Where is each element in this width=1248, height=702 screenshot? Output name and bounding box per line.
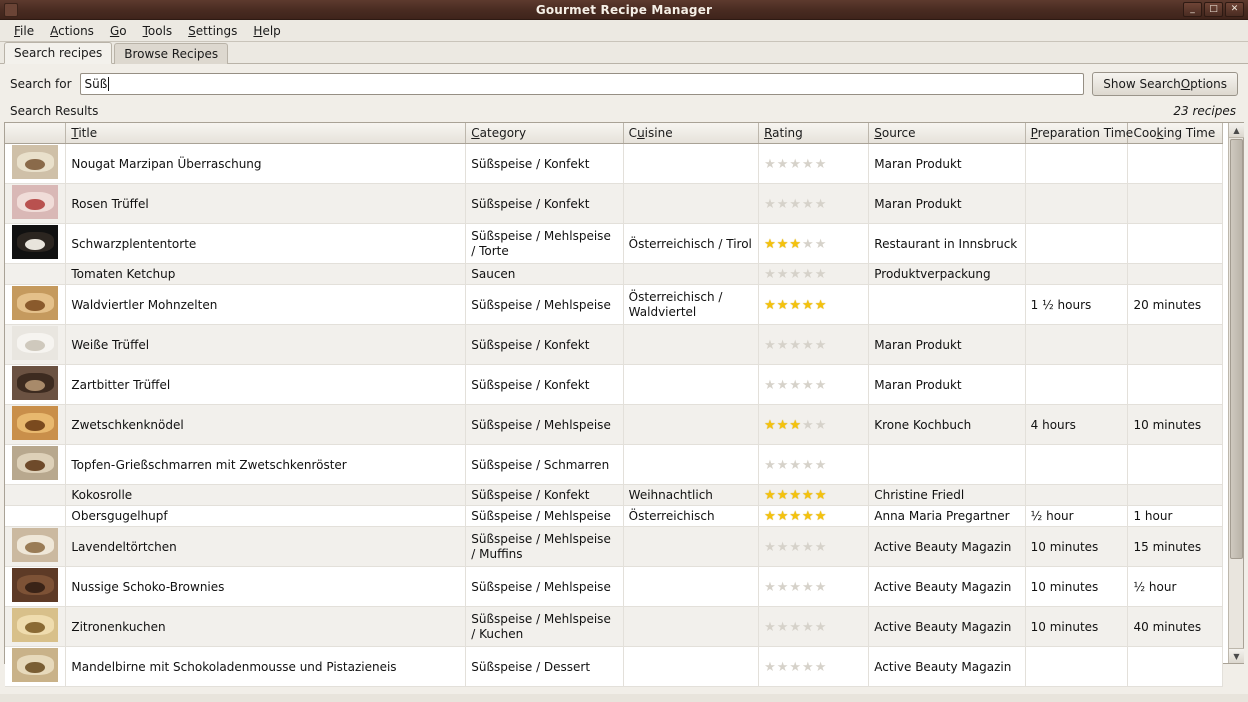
star-icon: ★ <box>764 377 777 393</box>
cell-category: Süßspeise / Konfekt <box>466 325 623 365</box>
cell-title: Schwarzplententorte <box>66 224 466 264</box>
cell-title: Weiße Trüffel <box>66 325 466 365</box>
cell-rating <box>759 264 869 285</box>
star-icon: ★ <box>764 267 777 282</box>
cell-cuisine: Österreichisch / Tirol <box>623 224 758 264</box>
scrollbar-thumb[interactable] <box>1230 139 1243 559</box>
table-row[interactable] <box>5 144 1223 184</box>
table-row[interactable] <box>5 485 1223 506</box>
star-icon: ★ <box>802 457 815 473</box>
recipe-thumbnail <box>12 568 58 602</box>
star-icon: ★ <box>776 337 790 353</box>
cell-title: Lavendeltörtchen <box>66 527 466 567</box>
star-icon: ★ <box>789 579 803 595</box>
star-icon: ★ <box>802 509 815 524</box>
column-header-rating[interactable]: Rating <box>759 123 869 144</box>
recipe-thumbnail-cell <box>5 224 66 264</box>
search-results-label: Search Results <box>10 104 99 118</box>
recipe-thumbnail <box>12 446 58 480</box>
cell-rating <box>759 144 869 184</box>
cell-cuisine <box>623 264 758 285</box>
cell-category: Süßspeise / Mehlspeise <box>466 567 623 607</box>
cell-cooking-time <box>1128 365 1223 405</box>
rating-stars[interactable] <box>764 197 827 212</box>
recipe-thumbnail <box>12 185 58 219</box>
cell-category: Süßspeise / Mehlspeise <box>466 405 623 445</box>
tab-browse-recipes[interactable]: Browse Recipes <box>114 43 228 64</box>
recipe-thumbnail-cell <box>5 365 66 405</box>
star-icon: ★ <box>776 156 790 172</box>
cell-source: Maran Produkt <box>869 144 1025 184</box>
cell-title: Mandelbirne mit Schokoladenmousse und Pistazieneis <box>66 647 466 687</box>
vertical-scrollbar[interactable] <box>1228 123 1243 663</box>
star-icon: ★ <box>802 659 815 675</box>
cell-preparation-time: 10 minutes <box>1025 607 1128 647</box>
star-icon: ★ <box>814 236 828 252</box>
cell-cuisine <box>623 405 758 445</box>
title-bar <box>0 0 1248 20</box>
cell-rating <box>759 567 869 607</box>
star-icon: ★ <box>802 337 815 353</box>
results-header <box>0 102 1248 122</box>
star-icon: ★ <box>789 196 803 212</box>
star-icon: ★ <box>814 488 828 503</box>
cell-cooking-time: 20 minutes <box>1128 285 1223 325</box>
cell-preparation-time <box>1025 264 1128 285</box>
table-row[interactable] <box>5 224 1223 264</box>
cell-source: Active Beauty Magazin <box>869 647 1025 687</box>
cell-rating <box>759 607 869 647</box>
star-icon: ★ <box>802 417 815 433</box>
recipe-thumbnail-cell <box>5 184 66 224</box>
star-icon: ★ <box>802 236 815 252</box>
star-icon: ★ <box>764 337 777 353</box>
star-icon: ★ <box>814 417 828 433</box>
star-icon: ★ <box>814 267 828 282</box>
cell-cooking-time: 15 minutes <box>1128 527 1223 567</box>
star-icon: ★ <box>764 619 777 635</box>
recipe-thumbnail-cell <box>5 647 66 687</box>
recipe-thumbnail <box>12 286 58 320</box>
menu-help[interactable]: Help <box>253 23 281 38</box>
search-label: Search for <box>10 77 72 91</box>
cell-category: Süßspeise / Mehlspeise <box>466 506 623 527</box>
cell-preparation-time <box>1025 184 1128 224</box>
cell-title: Nougat Marzipan Überraschung <box>66 144 466 184</box>
star-icon: ★ <box>814 619 828 635</box>
table-row[interactable] <box>5 285 1223 325</box>
rating-stars[interactable] <box>764 338 827 353</box>
scroll-down-arrow[interactable]: ▼ <box>1229 648 1244 663</box>
recipe-thumbnail-cell <box>5 527 66 567</box>
menu-go[interactable]: Go <box>109 23 127 38</box>
star-icon: ★ <box>802 196 815 212</box>
star-icon: ★ <box>789 267 803 282</box>
cell-preparation-time <box>1025 647 1128 687</box>
cell-title: Kokosrolle <box>66 485 466 506</box>
cell-source: Anna Maria Pregartner <box>869 506 1025 527</box>
star-icon: ★ <box>764 236 777 252</box>
star-icon: ★ <box>776 509 790 524</box>
star-icon: ★ <box>789 619 803 635</box>
recipe-thumbnail <box>12 326 58 360</box>
star-icon: ★ <box>802 297 815 313</box>
star-icon: ★ <box>764 457 777 473</box>
recipe-thumbnail-cell <box>5 485 66 506</box>
cell-source: Active Beauty Magazin <box>869 607 1025 647</box>
star-icon: ★ <box>764 196 777 212</box>
recipe-thumbnail <box>12 608 58 642</box>
star-icon: ★ <box>789 488 803 503</box>
window-controls <box>1183 2 1244 17</box>
star-icon: ★ <box>802 488 815 503</box>
cell-preparation-time: 4 hours <box>1025 405 1128 445</box>
star-icon: ★ <box>814 297 828 313</box>
star-icon: ★ <box>789 659 803 675</box>
cell-category: Süßspeise / Mehlspeise / Torte <box>466 224 623 264</box>
recipe-thumbnail-cell <box>5 285 66 325</box>
rating-stars[interactable] <box>764 237 827 252</box>
maximize-button[interactable]: □ <box>1204 2 1223 17</box>
cell-category: Süßspeise / Konfekt <box>466 144 623 184</box>
cell-cuisine: Weihnachtlich <box>623 485 758 506</box>
table-body <box>5 144 1223 687</box>
star-icon: ★ <box>814 509 828 524</box>
cell-category: Süßspeise / Schmarren <box>466 445 623 485</box>
star-icon: ★ <box>764 417 777 433</box>
column-header-title[interactable]: Title <box>66 123 466 144</box>
cell-preparation-time <box>1025 325 1128 365</box>
column-header-category[interactable]: Category <box>466 123 623 144</box>
star-icon: ★ <box>776 236 790 252</box>
star-icon: ★ <box>776 377 790 393</box>
menu-tools[interactable]: Tools <box>142 23 173 38</box>
cell-cooking-time <box>1128 224 1223 264</box>
cell-cooking-time: ½ hour <box>1128 567 1223 607</box>
cell-category: Süßspeise / Mehlspeise / Muffins <box>466 527 623 567</box>
column-header-source[interactable]: Source <box>869 123 1025 144</box>
cell-category: Süßspeise / Konfekt <box>466 365 623 405</box>
recipe-thumbnail <box>12 528 58 562</box>
cell-source: Maran Produkt <box>869 184 1025 224</box>
table-row[interactable] <box>5 184 1223 224</box>
show-search-options-accel: O <box>1180 77 1191 91</box>
recipe-thumbnail <box>12 406 58 440</box>
recipe-table-container <box>4 122 1244 675</box>
cell-rating <box>759 647 869 687</box>
cell-cooking-time <box>1128 184 1223 224</box>
close-button[interactable]: ✕ <box>1225 2 1244 17</box>
star-icon: ★ <box>814 156 828 172</box>
rating-stars[interactable] <box>764 540 827 555</box>
cell-cooking-time: 10 minutes <box>1128 405 1223 445</box>
table-row[interactable] <box>5 607 1223 647</box>
recipe-thumbnail-cell <box>5 144 66 184</box>
cell-preparation-time: 10 minutes <box>1025 527 1128 567</box>
cell-title: Tomaten Ketchup <box>66 264 466 285</box>
cell-preparation-time <box>1025 365 1128 405</box>
star-icon: ★ <box>764 297 777 313</box>
rating-stars[interactable] <box>764 488 827 503</box>
cell-cooking-time <box>1128 445 1223 485</box>
recipe-table <box>5 123 1223 687</box>
table-row[interactable] <box>5 647 1223 687</box>
minimize-button[interactable]: _ <box>1183 2 1202 17</box>
cell-rating <box>759 365 869 405</box>
cell-preparation-time <box>1025 144 1128 184</box>
cell-category: Süßspeise / Dessert <box>466 647 623 687</box>
search-input-value: Süß <box>84 77 108 91</box>
rating-stars[interactable] <box>764 298 827 313</box>
cell-source <box>869 285 1025 325</box>
menu-settings[interactable]: Settings <box>188 23 238 38</box>
show-search-options-label-post: ptions <box>1190 77 1227 91</box>
table-row[interactable] <box>5 405 1223 445</box>
cell-source <box>869 445 1025 485</box>
cell-rating <box>759 184 869 224</box>
star-icon: ★ <box>814 457 828 473</box>
star-icon: ★ <box>789 377 803 393</box>
star-icon: ★ <box>776 297 790 313</box>
star-icon: ★ <box>814 196 828 212</box>
star-icon: ★ <box>814 337 828 353</box>
cell-cuisine: Österreichisch <box>623 506 758 527</box>
table-row[interactable] <box>5 365 1223 405</box>
cell-rating <box>759 325 869 365</box>
star-icon: ★ <box>789 236 803 252</box>
recipe-thumbnail-cell <box>5 506 66 527</box>
search-panel <box>0 64 1248 702</box>
table-row[interactable] <box>5 567 1223 607</box>
star-icon: ★ <box>764 579 777 595</box>
cell-cuisine <box>623 445 758 485</box>
star-icon: ★ <box>802 377 815 393</box>
star-icon: ★ <box>776 196 790 212</box>
star-icon: ★ <box>789 417 803 433</box>
cell-preparation-time: 1 ½ hours <box>1025 285 1128 325</box>
cell-rating <box>759 285 869 325</box>
recipe-thumbnail <box>12 648 58 682</box>
cell-cooking-time <box>1128 264 1223 285</box>
star-icon: ★ <box>776 488 790 503</box>
table-row[interactable] <box>5 264 1223 285</box>
cell-cooking-time <box>1128 144 1223 184</box>
cell-preparation-time: 10 minutes <box>1025 567 1128 607</box>
rating-stars[interactable] <box>764 157 827 172</box>
cell-rating <box>759 405 869 445</box>
rating-stars[interactable] <box>764 458 827 473</box>
cell-rating <box>759 445 869 485</box>
cell-source: Christine Friedl <box>869 485 1025 506</box>
cell-title: Rosen Trüffel <box>66 184 466 224</box>
table-row[interactable] <box>5 325 1223 365</box>
cell-preparation-time <box>1025 224 1128 264</box>
scroll-up-arrow[interactable]: ▲ <box>1229 123 1244 138</box>
cell-cuisine <box>623 607 758 647</box>
star-icon: ★ <box>814 377 828 393</box>
cell-title: Waldviertler Mohnzelten <box>66 285 466 325</box>
rating-stars[interactable] <box>764 620 827 635</box>
cell-title: Obersgugelhupf <box>66 506 466 527</box>
recipe-thumbnail-cell <box>5 607 66 647</box>
cell-title: Nussige Schoko-Brownies <box>66 567 466 607</box>
star-icon: ★ <box>802 579 815 595</box>
rating-stars[interactable] <box>764 418 827 433</box>
rating-stars[interactable] <box>764 580 827 595</box>
table-row[interactable] <box>5 445 1223 485</box>
recipe-thumbnail-cell <box>5 405 66 445</box>
cell-cuisine: Österreichisch / Waldviertel <box>623 285 758 325</box>
star-icon: ★ <box>814 579 828 595</box>
cell-rating <box>759 224 869 264</box>
recipe-thumbnail-cell <box>5 445 66 485</box>
cell-rating <box>759 506 869 527</box>
text-caret <box>108 77 109 91</box>
table-header-row <box>5 123 1223 144</box>
show-search-options-button[interactable] <box>1092 72 1238 96</box>
cell-rating <box>759 527 869 567</box>
cell-cooking-time: 1 hour <box>1128 506 1223 527</box>
search-input[interactable] <box>80 73 1085 95</box>
star-icon: ★ <box>802 539 815 555</box>
recipe-count: 23 recipes <box>1173 104 1236 118</box>
cell-cuisine <box>623 527 758 567</box>
star-icon: ★ <box>776 659 790 675</box>
tab-strip <box>0 42 1248 64</box>
star-icon: ★ <box>776 457 790 473</box>
cell-source: Active Beauty Magazin <box>869 567 1025 607</box>
recipe-thumbnail <box>12 366 58 400</box>
window-bottom-strip <box>0 694 1248 702</box>
search-row <box>0 64 1248 102</box>
cell-cooking-time <box>1128 325 1223 365</box>
star-icon: ★ <box>776 579 790 595</box>
recipe-thumbnail <box>12 145 58 179</box>
rating-stars[interactable] <box>764 378 827 393</box>
cell-source: Maran Produkt <box>869 365 1025 405</box>
menu-bar <box>0 20 1248 42</box>
star-icon: ★ <box>764 156 777 172</box>
star-icon: ★ <box>789 539 803 555</box>
cell-preparation-time <box>1025 445 1128 485</box>
tab-search-recipes[interactable]: Search recipes <box>4 42 112 64</box>
star-icon: ★ <box>764 659 777 675</box>
cell-title: Zitronenkuchen <box>66 607 466 647</box>
star-icon: ★ <box>789 509 803 524</box>
star-icon: ★ <box>802 156 815 172</box>
star-icon: ★ <box>776 267 790 282</box>
star-icon: ★ <box>789 156 803 172</box>
cell-category: Süßspeise / Konfekt <box>466 485 623 506</box>
cell-source: Maran Produkt <box>869 325 1025 365</box>
cell-category: Süßspeise / Konfekt <box>466 184 623 224</box>
star-icon: ★ <box>789 297 803 313</box>
cell-cuisine <box>623 325 758 365</box>
app-icon <box>4 3 18 17</box>
menu-actions[interactable]: Actions <box>50 23 94 38</box>
table-row[interactable] <box>5 506 1223 527</box>
star-icon: ★ <box>789 337 803 353</box>
cell-cuisine <box>623 365 758 405</box>
show-search-options-label-pre: Show Search <box>1103 77 1181 91</box>
recipe-thumbnail-cell <box>5 264 66 285</box>
star-icon: ★ <box>802 619 815 635</box>
recipe-thumbnail <box>12 225 58 259</box>
cell-source: Restaurant in Innsbruck <box>869 224 1025 264</box>
star-icon: ★ <box>789 457 803 473</box>
rating-stars[interactable] <box>764 509 827 524</box>
cell-cooking-time <box>1128 485 1223 506</box>
cell-title: Zwetschkenknödel <box>66 405 466 445</box>
cell-category: Saucen <box>466 264 623 285</box>
star-icon: ★ <box>764 509 777 524</box>
rating-stars[interactable] <box>764 267 827 282</box>
cell-cuisine <box>623 647 758 687</box>
cell-rating <box>759 485 869 506</box>
star-icon: ★ <box>776 539 790 555</box>
recipe-thumbnail-cell <box>5 567 66 607</box>
cell-title: Topfen-Grießschmarren mit Zwetschkenröster <box>66 445 466 485</box>
star-icon: ★ <box>814 659 828 675</box>
star-icon: ★ <box>814 539 828 555</box>
cell-cooking-time: 40 minutes <box>1128 607 1223 647</box>
window-title: Gourmet Recipe Manager <box>535 2 713 17</box>
cell-title: Zartbitter Trüffel <box>66 365 466 405</box>
column-header-cooking-time[interactable]: Cooking Time <box>1128 123 1223 144</box>
cell-category: Süßspeise / Mehlspeise <box>466 285 623 325</box>
star-icon: ★ <box>802 267 815 282</box>
star-icon: ★ <box>776 417 790 433</box>
cell-category: Süßspeise / Mehlspeise / Kuchen <box>466 607 623 647</box>
cell-cuisine <box>623 567 758 607</box>
rating-stars[interactable] <box>764 660 827 675</box>
column-header-preparation-time[interactable]: Preparation Time <box>1025 123 1128 144</box>
cell-source: Produktverpackung <box>869 264 1025 285</box>
table-row[interactable] <box>5 527 1223 567</box>
cell-cuisine <box>623 144 758 184</box>
menu-file[interactable]: File <box>14 23 35 38</box>
recipe-thumbnail-cell <box>5 325 66 365</box>
cell-cuisine <box>623 184 758 224</box>
cell-source: Active Beauty Magazin <box>869 527 1025 567</box>
cell-source: Krone Kochbuch <box>869 405 1025 445</box>
column-header-cuisine[interactable]: Cuisine <box>623 123 758 144</box>
column-header-image[interactable] <box>5 123 66 144</box>
star-icon: ★ <box>764 539 777 555</box>
star-icon: ★ <box>764 488 777 503</box>
cell-preparation-time: ½ hour <box>1025 506 1128 527</box>
cell-cooking-time <box>1128 647 1223 687</box>
cell-preparation-time <box>1025 485 1128 506</box>
star-icon: ★ <box>776 619 790 635</box>
